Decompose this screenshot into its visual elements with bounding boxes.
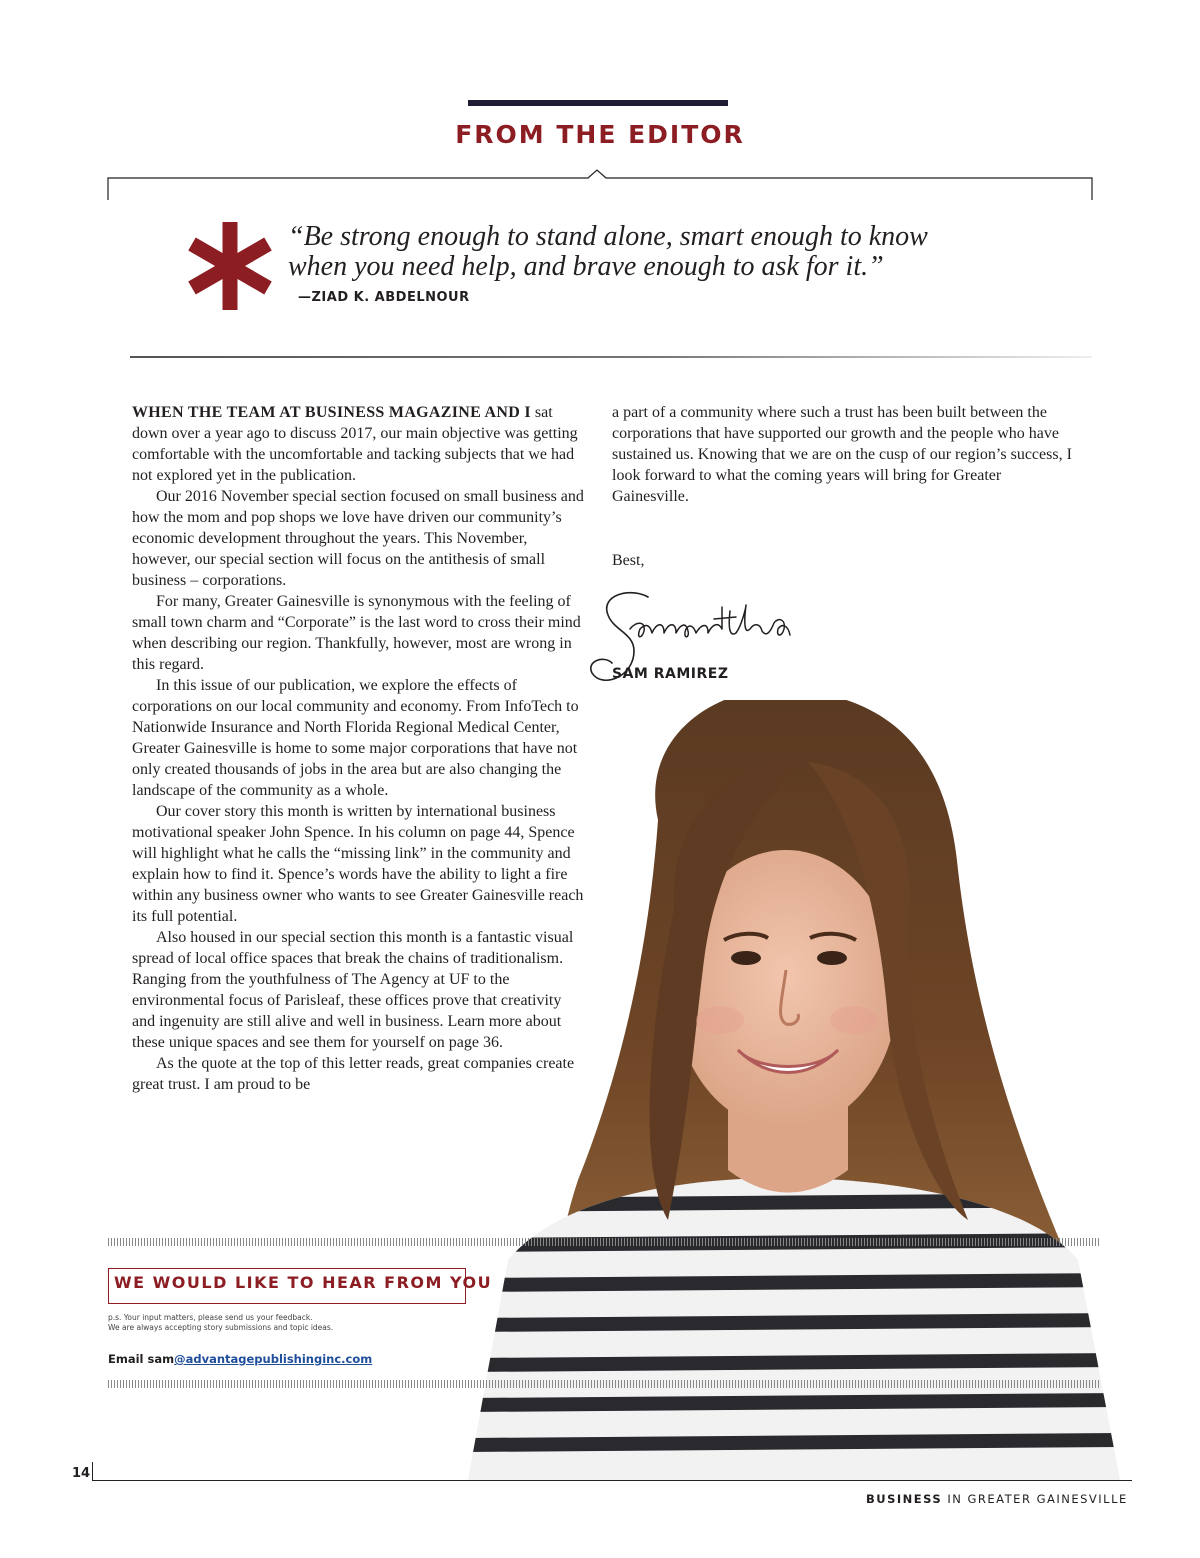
section-title: FROM THE EDITOR xyxy=(455,120,745,149)
letter-paragraph: As the quote at the top of this letter reads, great companies create great trust. I am proud to be xyxy=(132,1055,575,1093)
dotted-divider xyxy=(108,1380,1100,1388)
email-prefix: Email sam xyxy=(108,1352,175,1366)
feedback-email xyxy=(108,1352,372,1366)
quote-line: when you need help, and brave enough to ask for it.” xyxy=(288,251,884,282)
quote-line: “Be strong enough to stand alone, smart enough to know xyxy=(288,221,928,252)
letter-column-right xyxy=(612,402,1072,507)
signer-name: SAM RAMIREZ xyxy=(612,666,729,682)
editor-portrait-photo xyxy=(468,700,1120,1480)
letter-paragraph: Also housed in our special section this month is a fantastic visual spread of local office spaces that break the chains of traditionalism. Ranging from the youthfulness of The Agency at UF to the environmental focus of Parisleaf, these offices prove that creativity and ingenuity are still alive and well in business. Learn more about these unique spaces and see them for yourself on page 36. xyxy=(132,929,574,1051)
letter-paragraph: Our cover story this month is written by international business motivational speaker John Spence. In his column on page 44, Spence will highlight what he calls the “missing link” in the community and explain how to find it. Spence’s words have the ability to light a fire within any business owner who wants to see Greater Gainesville reach its full potential. xyxy=(132,803,584,925)
letter-paragraph xyxy=(132,402,588,486)
page-number: 14 xyxy=(72,1466,91,1481)
feedback-title: WE WOULD LIKE TO HEAR FROM YOU xyxy=(114,1273,493,1292)
feedback-note-line: p.s. Your input matters, please send us your feedback. xyxy=(108,1313,313,1322)
letter-paragraph: Our 2016 November special section focused on small business and how the mom and pop shops we love have driven our community’s economic development throughout the years. This November, however, our special section will focus on the antithesis of small business – corporations. xyxy=(132,488,584,589)
letter-text: sat down over a year ago to discuss 2017, our main objective was getting comfortable with the uncomfortable and tacking subjects that we had not explored yet in the publication. xyxy=(132,404,578,484)
letter-paragraph: For many, Greater Gainesville is synonymous with the feeling of small town charm and “Corporate” is the last word to cross their mind when describing our region. Thankfully, however, most are wrong in this regard. xyxy=(132,593,581,673)
email-link[interactable]: @advantagepublishinginc.com xyxy=(174,1352,373,1366)
publication-name xyxy=(866,1492,1128,1506)
publication-name-bold: BUSINESS xyxy=(866,1492,943,1506)
quote-divider xyxy=(130,356,1092,358)
dotted-divider xyxy=(108,1238,1100,1246)
letter-closing: Best, xyxy=(612,552,645,569)
asterisk-icon xyxy=(180,216,280,316)
footer-baseline xyxy=(92,1480,1132,1481)
quote-author: —ZIAD K. ABDELNOUR xyxy=(298,290,470,305)
quote-bracket xyxy=(0,0,1200,220)
letter-paragraph: a part of a community where such a trust has been built between the corporations that have supported our growth and the people who have sustained us. Knowing that we are on the cusp of our region’s success, I look forward to what the coming years will bring for Greater Gainesville. xyxy=(612,404,1072,505)
publication-name-rest: IN GREATER GAINESVILLE xyxy=(942,1492,1128,1506)
feedback-note xyxy=(108,1313,408,1333)
pull-quote xyxy=(288,222,1048,282)
letter-paragraph: In this issue of our publication, we explore the effects of corporations on our local community and economy. From InfoTech to Nationwide Insurance and North Florida Regional Medical Center, Greater Gainesville is home to some major corporations that have not only created thousands of jobs in the area but are also changing the landscape of the community as a whole. xyxy=(132,677,579,799)
letter-lead: WHEN THE TEAM AT BUSINESS MAGAZINE AND I xyxy=(132,404,531,421)
feedback-note-line: We are always accepting story submissions and topic ideas. xyxy=(108,1323,334,1332)
footer-rule xyxy=(92,1462,93,1480)
